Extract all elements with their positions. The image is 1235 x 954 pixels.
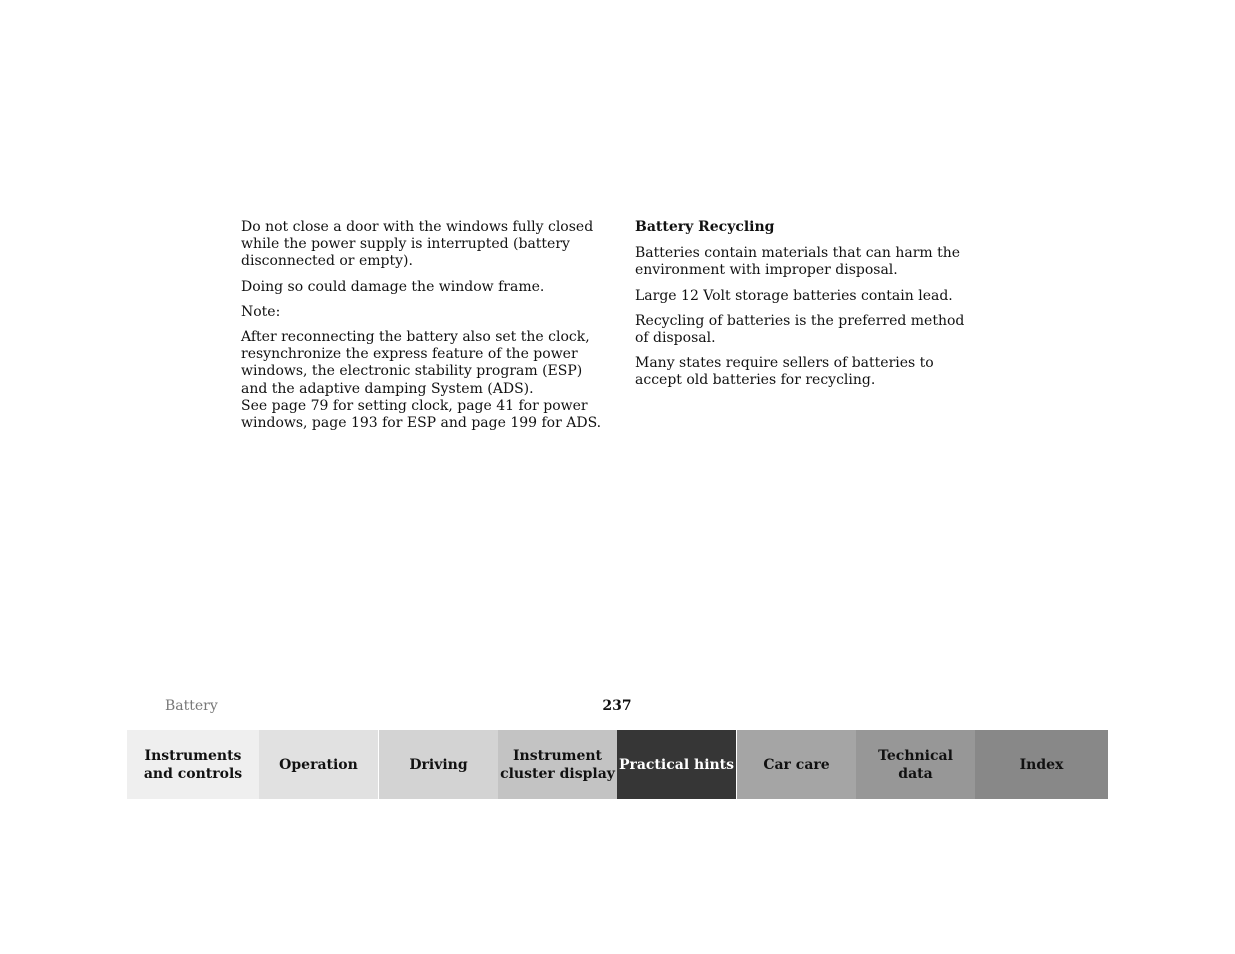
right-column [635,219,980,398]
section-label: Battery [165,698,218,714]
tab-driving[interactable] [379,730,498,799]
paragraph-see-pages: See page 79 for setting clock, page 41 for power windows, page 193 for ESP and page 199 for ADS. [241,397,602,432]
tab-label: Operation [279,756,358,773]
tab-label: Technical data [878,747,953,782]
paragraph-sellers: Many states require sellers of batteries to accept old batteries for recycling. [635,355,934,389]
paragraph-recycling-method: Recycling of batteries is the preferred method of disposal. [635,312,965,347]
tab-operation[interactable] [259,730,378,799]
paragraph-harm: Batteries contain materials that can harm the environment with improper disposal. [635,245,961,279]
tab-label: Instrument cluster display [500,747,615,782]
tab-label: Driving [409,756,468,773]
tab-label: Practical hints [618,756,735,773]
tab-practical-hints[interactable] [617,730,736,799]
tab-instrument-cluster-display[interactable] [498,730,617,799]
tab-label: Instruments and controls [143,747,243,782]
paragraph-reconnect: After reconnecting the battery also set the clock, resynchronize the express feature of the power windows, the electronic stability program (ESP) and the adaptive damping System (ADS). [241,329,590,397]
tab-label: Car care [763,756,830,773]
tab-label: Index [1019,756,1064,773]
paragraph-door-warning: Do not close a door with the windows fully closed while the power supply is interrupted (battery disconnected or empty). [241,219,594,270]
tab-instruments-and-controls[interactable] [127,730,259,799]
note-label: Note: [241,303,281,320]
tab-technical-data[interactable] [856,730,975,799]
paragraph-damage: Doing so could damage the window frame. [241,278,545,295]
tab-car-care[interactable] [737,730,856,799]
left-column [241,219,603,440]
paragraph-lead: Large 12 Volt storage batteries contain lead. [635,287,953,304]
section-heading: Battery Recycling [635,219,775,235]
chapter-nav [127,730,1108,799]
tab-index[interactable] [975,730,1108,799]
page-number: 237 [602,698,632,714]
